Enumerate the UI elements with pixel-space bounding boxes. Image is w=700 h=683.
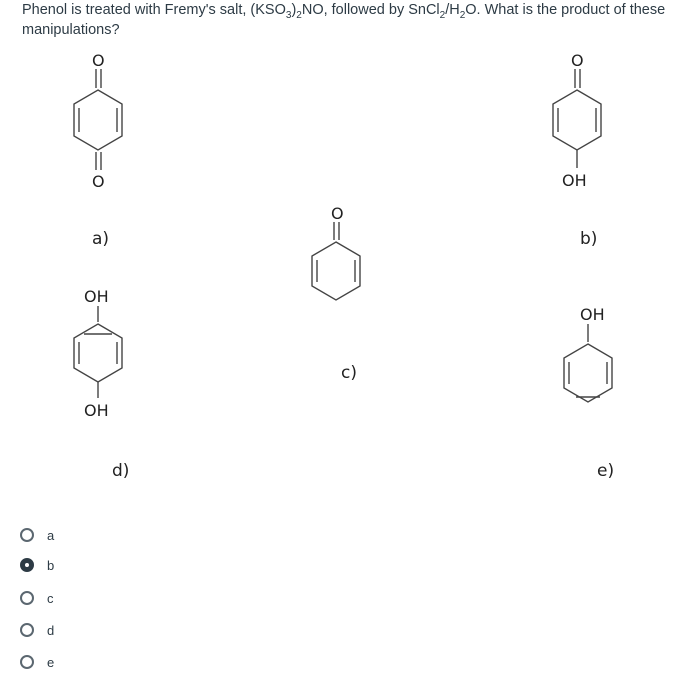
option-c-label: c (47, 590, 54, 606)
structure-d-bottom-label: OH (84, 401, 109, 420)
option-d-label: d (47, 622, 55, 638)
question-part4: /H (445, 2, 460, 18)
structure-b-bottom-label: OH (562, 171, 587, 190)
question-part5: O. What is the product of these manipulations? (22, 2, 666, 38)
structure-a-top-label: O (92, 51, 105, 70)
radio-c[interactable] (20, 591, 34, 605)
structure-c-letter: c) (341, 363, 357, 383)
question-part2: ) (291, 2, 297, 18)
question-part1: Phenol is treated with Fremy's salt, (KSO (22, 2, 286, 18)
structure-c (312, 204, 360, 383)
structure-b-top-label: O (571, 51, 584, 70)
question-sub4: 2 (459, 9, 466, 21)
option-e[interactable] (20, 650, 54, 674)
structure-c-top-label: O (331, 204, 344, 223)
question-sub2: 2 (296, 9, 302, 21)
structure-b-letter: b) (580, 229, 598, 249)
structure-a-letter: a) (92, 229, 110, 249)
structure-d-letter: d) (112, 461, 130, 481)
question-sub1: 3 (285, 9, 292, 21)
structure-e-letter: e) (597, 461, 615, 481)
option-b[interactable] (20, 553, 54, 577)
option-e-label: e (47, 654, 55, 670)
structure-b (553, 51, 601, 249)
question-part3: NO, followed by SnCl (301, 2, 440, 18)
structure-d-top-label: OH (84, 287, 109, 306)
option-b-label: b (47, 557, 55, 573)
question-sub3: 2 (439, 9, 446, 21)
radio-d[interactable] (20, 623, 34, 637)
structure-a (74, 51, 122, 249)
option-d[interactable] (20, 618, 54, 642)
structure-d (74, 287, 129, 481)
radio-a[interactable] (20, 528, 34, 542)
option-c[interactable] (20, 586, 54, 610)
radio-b[interactable] (20, 558, 34, 572)
structure-e (564, 305, 614, 481)
structure-e-top-label: OH (580, 305, 605, 324)
option-a-label: a (47, 527, 55, 543)
structure-a-bottom-label: O (92, 172, 105, 191)
option-a[interactable] (20, 523, 54, 547)
radio-e[interactable] (20, 655, 34, 669)
